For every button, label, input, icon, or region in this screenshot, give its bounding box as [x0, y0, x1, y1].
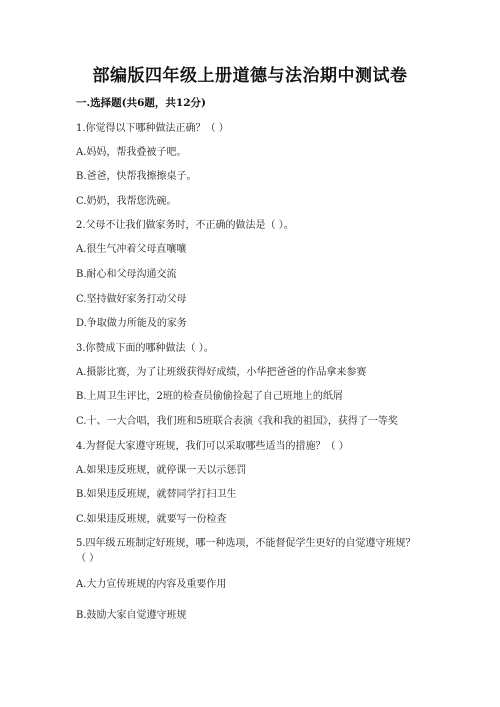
question-3-option-b: B.上周卫生评比，2班的检查员偷偷捡起了自己班地上的纸屑 [76, 391, 343, 402]
question-1-option-a: A.妈妈，帮我叠被子吧。 [76, 147, 187, 158]
question-2-option-a: A.很生气冲着父母直嚷嚷 [76, 244, 187, 255]
question-3-stem: 3.你赞成下面的哪种做法（ ）。 [76, 343, 214, 354]
question-4-stem: 4.为督促大家遵守班规，我们可以采取哪些适当的措施？（ ） [76, 441, 349, 452]
question-1-option-c: C.奶奶，我帮您洗碗。 [76, 196, 177, 207]
question-3-option-a: A.摄影比赛，为了让班级获得好成绩，小华把爸爸的作品拿来参赛 [76, 367, 367, 378]
question-5-stem-continued: （ ） [76, 553, 100, 564]
question-3-option-c: C.十、一大合唱，我们班和5班联合表演《我和我的祖国》，获得了一等奖 [76, 416, 398, 427]
section-heading: 一.选择题(共6题，共12分) [76, 97, 207, 109]
question-4-option-c: C.如果违反班规，就要写一份检查 [76, 514, 227, 525]
question-2-option-c: C.坚持做好家务打动父母 [76, 294, 187, 305]
question-4-option-b: B.如果违反班规，就替同学打扫卫生 [76, 489, 237, 500]
question-5-stem: 5.四年级五班制定好班规，哪一种选项，不能督促学生更好的自觉遵守班规？ [76, 538, 416, 549]
question-1-option-b: B.爸爸，快帮我擦擦桌子。 [76, 171, 197, 182]
question-5-option-a: A.大力宣传班规的内容及重要作用 [76, 579, 227, 590]
question-2-option-d: D.争取做力所能及的家务 [76, 318, 187, 329]
question-2-stem: 2.父母不让我们做家务时，不正确的做法是（ ）。 [76, 220, 294, 231]
page-title: 部编版四年级上册道德与法治期中测试卷 [92, 66, 408, 86]
question-4-option-a: A.如果违反班规，就停课一天以示惩罚 [76, 465, 247, 476]
question-5-option-b: B.鼓励大家自觉遵守班规 [76, 610, 187, 621]
question-1-stem: 1.你觉得以下哪种做法正确？（ ） [76, 123, 229, 134]
question-2-option-b: B.耐心和父母沟通交流 [76, 269, 177, 280]
